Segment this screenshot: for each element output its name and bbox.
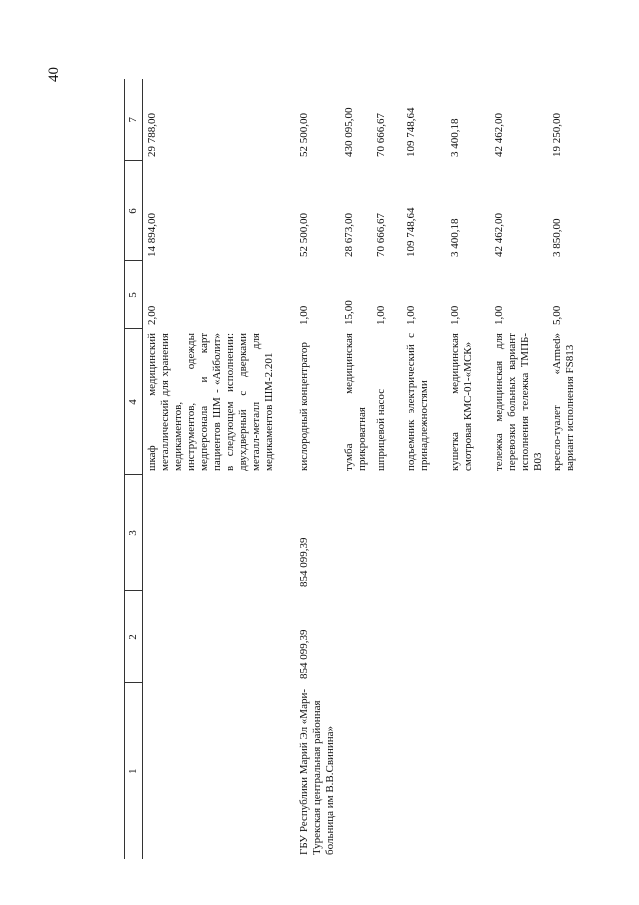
unit-price-cell: 52 500,00 bbox=[297, 213, 310, 257]
amount-cell: 854 099,39 bbox=[297, 537, 310, 587]
item-name-cell: шкаф медицинский металлический для хранения медикаментов, инструментов, одежды медперсонала и карт пациентов ШМ - «Айболит» в следующем исполнении: двухдверный с дверками металл-металл для медикаментов ШМ-2.201 bbox=[146, 333, 275, 471]
organization-cell bbox=[340, 683, 372, 859]
amount-cell bbox=[340, 591, 372, 683]
amount-cell bbox=[143, 475, 295, 591]
sum-cell: 52 500,00 bbox=[297, 113, 310, 157]
item-name-cell: тумба медицинская прикроватная bbox=[342, 333, 368, 471]
unit-price-cell: 3 850,00 bbox=[550, 218, 563, 257]
header-cell: 4 bbox=[125, 329, 143, 475]
organization-cell bbox=[446, 683, 490, 859]
quantity-cell: 1,00 bbox=[448, 305, 461, 325]
items-table bbox=[124, 79, 604, 859]
sum-cell: 3 400,18 bbox=[448, 118, 461, 157]
amount-cell: 854 099,39 bbox=[297, 629, 310, 679]
quantity-cell: 1,00 bbox=[297, 305, 310, 325]
sum-cell: 42 462,00 bbox=[492, 113, 505, 157]
table-row bbox=[548, 79, 604, 859]
table-row bbox=[295, 79, 340, 859]
unit-price-cell: 14 894,00 bbox=[146, 213, 158, 257]
rotated-table-page bbox=[124, 79, 576, 859]
sum-cell: 430 095,00 bbox=[342, 107, 355, 157]
quantity-cell: 2,00 bbox=[146, 305, 158, 325]
unit-price-cell: 70 666,67 bbox=[374, 213, 387, 257]
sum-cell: 109 748,64 bbox=[404, 107, 417, 157]
header-cell: 5 bbox=[125, 261, 143, 329]
amount-cell bbox=[143, 591, 295, 683]
quantity-cell: 1,00 bbox=[374, 305, 387, 325]
header-cell: 3 bbox=[125, 475, 143, 591]
unit-price-cell: 42 462,00 bbox=[492, 213, 505, 257]
header-cell: 2 bbox=[125, 591, 143, 683]
quantity-cell: 15,00 bbox=[342, 300, 355, 325]
organization-cell bbox=[548, 683, 604, 859]
item-name-cell: тележка медицинская для перевозки больных вариант исполнения тележка ТМПБ-В03 bbox=[492, 333, 544, 471]
sum-cell: 19 250,00 bbox=[550, 113, 563, 157]
unit-price-cell: 28 673,00 bbox=[342, 213, 355, 257]
amount-cell bbox=[490, 591, 548, 683]
item-name-cell: шприцевой насос bbox=[374, 388, 387, 471]
organization-cell bbox=[490, 683, 548, 859]
item-name-cell: кушетка медицинская смотровая КМС-01-«МСК» bbox=[448, 333, 474, 471]
organization-cell bbox=[143, 683, 295, 859]
header-cell: 6 bbox=[125, 161, 143, 261]
unit-price-cell: 3 400,18 bbox=[448, 218, 461, 257]
quantity-cell: 5,00 bbox=[550, 305, 563, 325]
amount-cell bbox=[372, 475, 402, 591]
table-row bbox=[372, 79, 402, 859]
table-row bbox=[490, 79, 548, 859]
amount-cell bbox=[548, 475, 604, 591]
amount-cell bbox=[490, 475, 548, 591]
page-number: 40 bbox=[46, 67, 62, 82]
header-cell: 7 bbox=[125, 79, 143, 161]
table-row bbox=[446, 79, 490, 859]
item-name-cell: подъемник электрический с принадлежностями bbox=[404, 333, 430, 471]
table-header-row bbox=[125, 79, 143, 859]
item-name-cell: кислородный концентратор bbox=[297, 342, 310, 471]
table-row bbox=[340, 79, 372, 859]
amount-cell bbox=[446, 591, 490, 683]
amount-cell bbox=[340, 475, 372, 591]
header-cell: 1 bbox=[125, 683, 143, 859]
organization-cell: ГБУ Республики Марий Эл «Мари-Турекская центральная районная больница им В.В.Свинина» bbox=[297, 688, 336, 855]
table-row bbox=[402, 79, 446, 859]
item-name-cell: кресло-туалет «Armed» вариант исполнения FS813 bbox=[550, 333, 576, 471]
amount-cell bbox=[446, 475, 490, 591]
sum-cell: 70 666,67 bbox=[374, 113, 387, 157]
table-row bbox=[143, 79, 295, 859]
unit-price-cell: 109 748,64 bbox=[404, 207, 417, 257]
amount-cell bbox=[402, 591, 446, 683]
amount-cell bbox=[402, 475, 446, 591]
amount-cell bbox=[548, 591, 604, 683]
amount-cell bbox=[372, 591, 402, 683]
organization-cell bbox=[402, 683, 446, 859]
quantity-cell: 1,00 bbox=[492, 305, 505, 325]
organization-cell bbox=[372, 683, 402, 859]
sum-cell: 29 788,00 bbox=[146, 113, 158, 157]
quantity-cell: 1,00 bbox=[404, 305, 417, 325]
